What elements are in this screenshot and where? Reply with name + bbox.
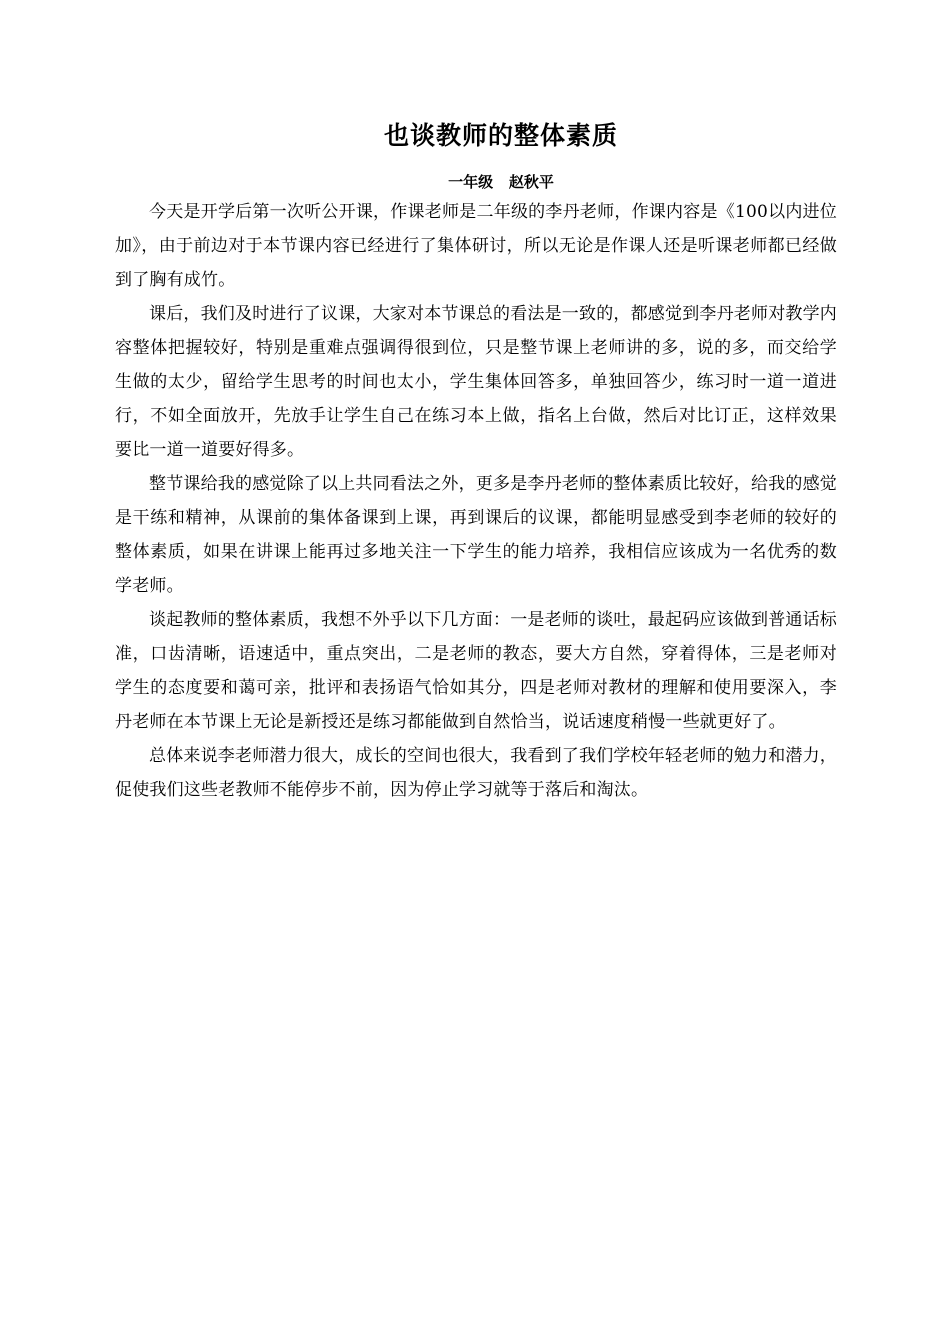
- document-title: 也谈教师的整体素质: [383, 121, 618, 150]
- paragraph: 课后，我们及时进行了议课，大家对本节课总的看法是一致的，都感觉到李丹老师对教学内容整体把握较好，特别是重难点强调得很到位，只是整节课上老师讲的多，说的多，而交给学生做的太少，留给学生思考的时间也太小，学生集体回答多，单独回答少，练习时一道一道进行，不如全面放开，先放手让学生自己在练习本上做，指名上台做，然后对比订正，这样效果要比一道一道要好得多。: [115, 304, 837, 460]
- document-body: [115, 195, 837, 807]
- document-page: [115, 118, 837, 807]
- author-byline: 一年级 赵秋平: [448, 173, 554, 191]
- paragraph: 总体来说李老师潜力很大，成长的空间也很大，我看到了我们学校年轻老师的勉力和潜力，促使我们这些老教师不能停步不前，因为停止学习就等于落后和淘汰。: [115, 746, 837, 800]
- paragraph: 整节课给我的感觉除了以上共同看法之外，更多是李丹老师的整体素质比较好，给我的感觉是干练和精神，从课前的集体备课到上课，再到课后的议课，都能明显感受到李老师的较好的整体素质，如果在讲课上能再过多地关注一下学生的能力培养，我相信应该成为一名优秀的数学老师。: [115, 474, 837, 596]
- paragraph: 今天是开学后第一次听公开课，作课老师是二年级的李丹老师，作课内容是《100以内进位加》，由于前边对于本节课内容已经进行了集体研讨，所以无论是作课人还是听课老师都已经做到了胸有成竹。: [115, 202, 837, 290]
- paragraph: 谈起教师的整体素质，我想不外乎以下几方面：一是老师的谈吐，最起码应该做到普通话标准，口齿清晰，语速适中，重点突出，二是老师的教态，要大方自然，穿着得体，三是老师对学生的态度要和蔼可亲，批评和表扬语气恰如其分，四是老师对教材的理解和使用要深入，李丹老师在本节课上无论是新授还是练习都能做到自然恰当，说话速度稍慢一些就更好了。: [115, 610, 837, 732]
